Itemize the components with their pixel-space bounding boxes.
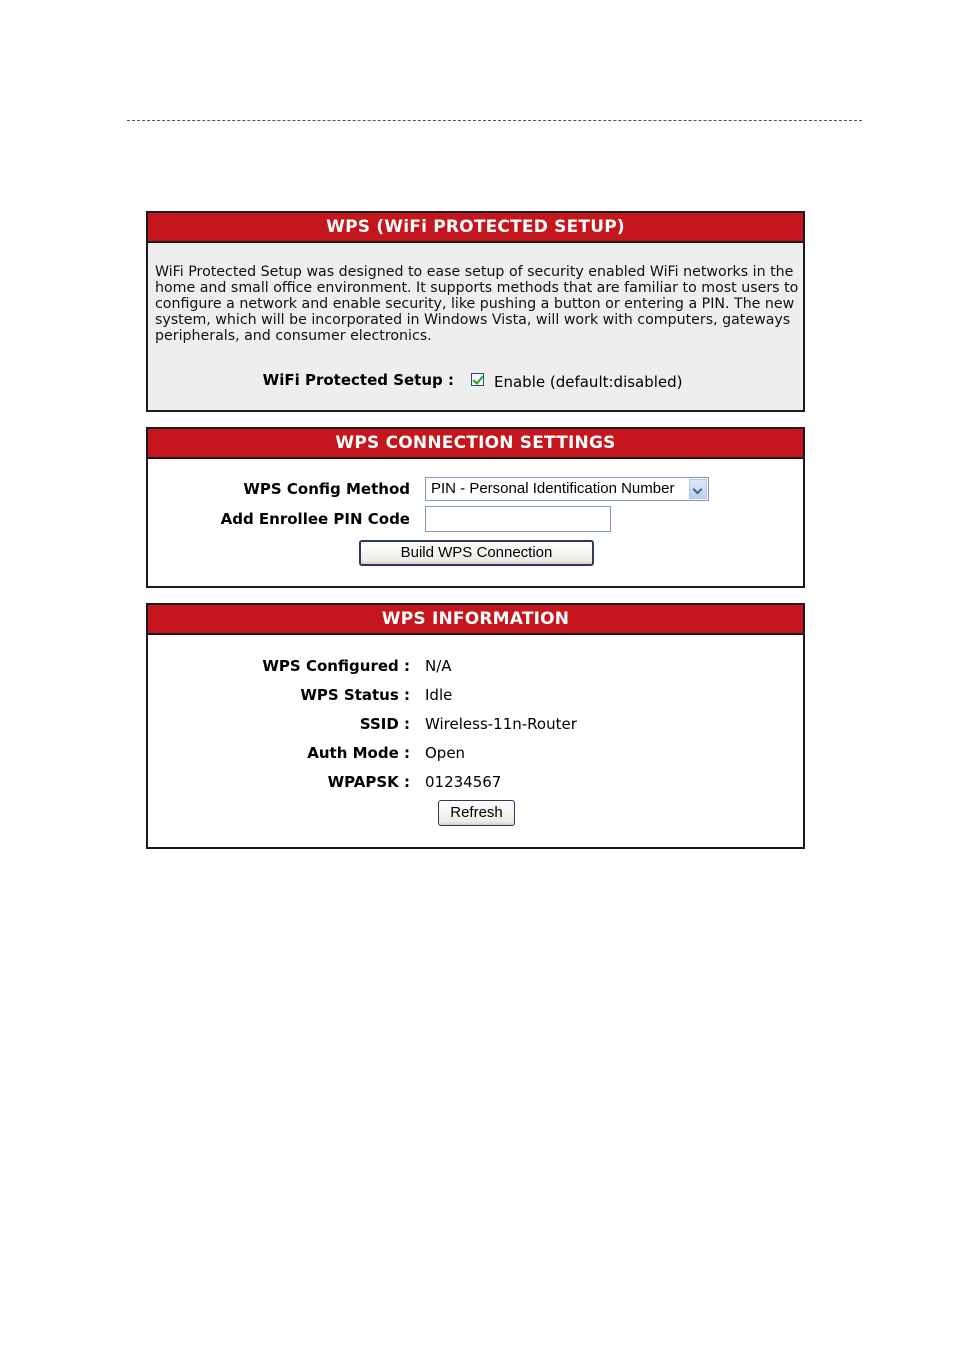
wps-config-method-label: WPS Config Method <box>243 480 410 498</box>
chevron-down-icon[interactable] <box>689 479 707 499</box>
wps-setup-title: WPS (WiFi PROTECTED SETUP) <box>148 213 803 243</box>
enrollee-pin-input[interactable] <box>425 506 611 532</box>
checkmark-icon <box>472 373 483 385</box>
info-label: WPAPSK : <box>327 773 410 791</box>
info-label: WPS Configured : <box>262 657 410 675</box>
wps-configured-value: N/A <box>425 657 452 675</box>
wps-enable-label[interactable]: Enable (default:disabled) <box>494 373 683 391</box>
page-divider <box>127 120 862 121</box>
auth-mode-value: Open <box>425 744 466 762</box>
info-label: WPS Status : <box>300 686 410 704</box>
info-label: Auth Mode : <box>307 744 410 762</box>
enrollee-pin-label: Add Enrollee PIN Code <box>220 510 410 528</box>
wps-description: WiFi Protected Setup was designed to ease setup of security enabled WiFi networks in the home and small office environment. It supports methods that are familiar to most users to configure a network and enable security, like pushing a button or entering a PIN. The new system, which will be incorporated in Windows Vista, will work with computers, gateways peripherals, and consumer electronics. <box>155 264 799 344</box>
wpapsk-value: 01234567 <box>425 773 502 791</box>
wifi-protected-setup-label: WiFi Protected Setup : <box>262 371 454 389</box>
wps-config-method-select[interactable] <box>425 477 709 501</box>
wps-config-method-value: PIN - Personal Identification Number <box>431 480 675 497</box>
wps-information-title: WPS INFORMATION <box>148 605 803 635</box>
build-wps-connection-button[interactable]: Build WPS Connection <box>359 540 594 566</box>
wps-connection-panel <box>146 427 805 588</box>
info-label: SSID : <box>359 715 410 733</box>
wps-information-panel <box>146 603 805 849</box>
wps-status-value: Idle <box>425 686 453 704</box>
wps-connection-title: WPS CONNECTION SETTINGS <box>148 429 803 459</box>
wps-setup-panel <box>146 211 805 412</box>
refresh-button[interactable]: Refresh <box>438 800 515 826</box>
ssid-value: Wireless-11n-Router <box>425 715 577 733</box>
wps-enable-checkbox[interactable] <box>471 373 484 386</box>
